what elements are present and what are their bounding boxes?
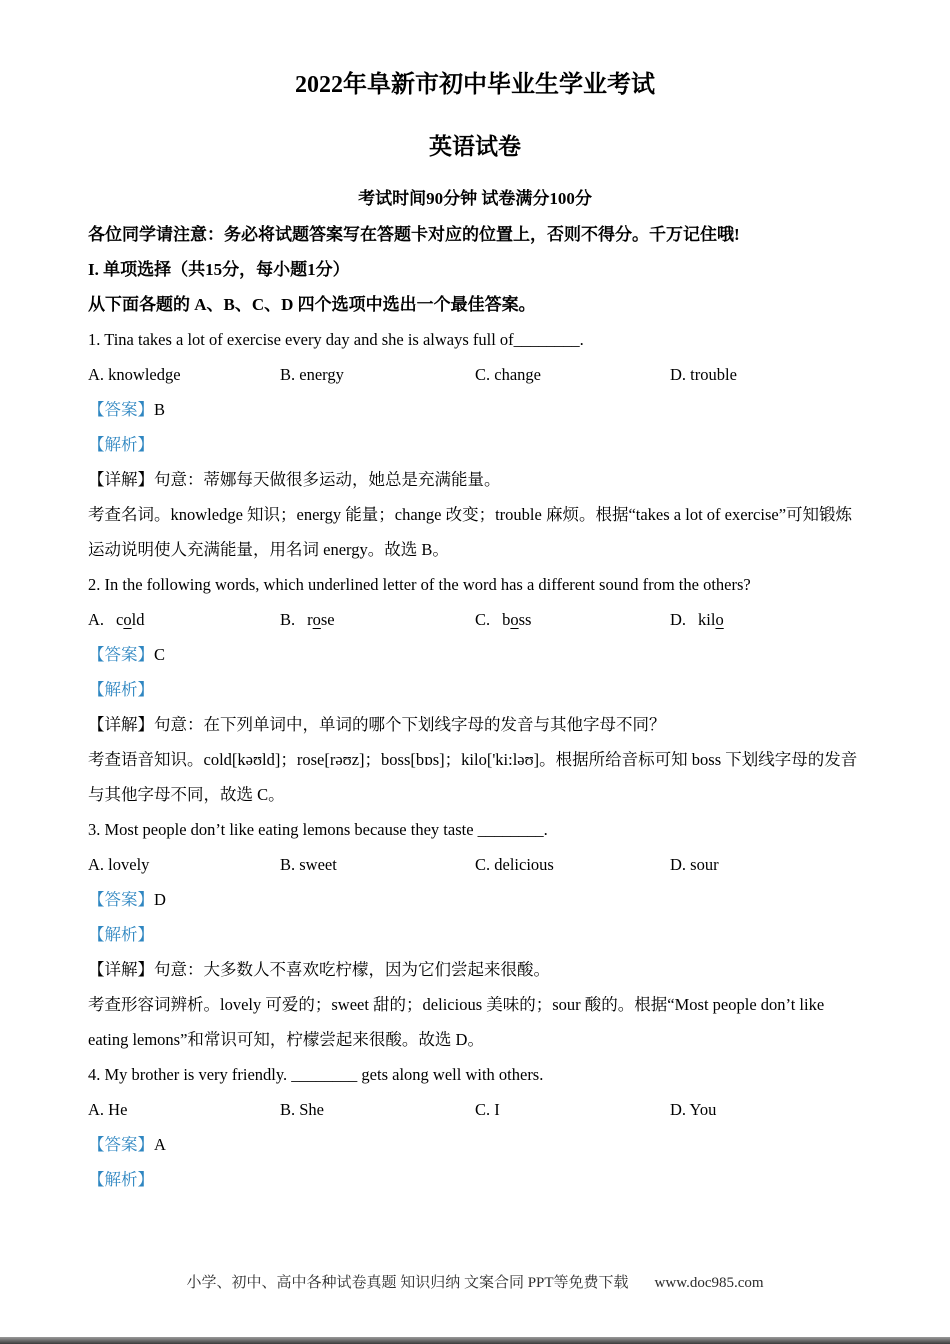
option-d: D. kilo <box>670 610 724 629</box>
page-bottom-edge <box>0 1337 950 1344</box>
analysis-label: 【解析】 <box>88 1170 154 1189</box>
answer-value: A <box>154 1135 166 1154</box>
analysis-label: 【解析】 <box>88 435 154 454</box>
option-c: C. change <box>475 365 541 384</box>
option-row <box>88 847 862 882</box>
notice: 各位同学请注意：务必将试题答案写在答题卡对应的位置上，否则不得分。千万记住哦! <box>88 225 740 244</box>
option-row <box>88 602 862 637</box>
exam-title: 2022年阜新市初中毕业生学业考试 <box>295 72 655 98</box>
answer-value: C <box>154 645 166 664</box>
exam-subtitle: 英语试卷 <box>429 134 521 159</box>
detail-label: 【详解】 <box>88 715 154 734</box>
option-b: B. energy <box>280 365 344 384</box>
option-row <box>88 357 862 392</box>
detail-line <box>88 952 862 987</box>
section-heading: I. 单项选择（共15分，每小题1分） <box>88 260 350 279</box>
detail-line <box>88 462 862 497</box>
detail-text: 句意：在下列单词中，单词的哪个下划线字母的发音与其他字母不同？ <box>154 715 666 734</box>
analysis-label: 【解析】 <box>88 680 154 699</box>
exam-info: 考试时间90分钟 试卷满分100分 <box>358 189 592 208</box>
option-d: D. trouble <box>670 365 737 384</box>
answer-line <box>88 392 862 427</box>
option-row <box>88 1092 862 1127</box>
option-c: C. delicious <box>475 855 554 874</box>
footer-url: www.doc985.com <box>654 1275 764 1291</box>
question-stem: 2. In the following words, which underlined letter of the word has a different sound from the others? <box>88 575 751 594</box>
question-stem: 4. My brother is very friendly. ________ gets along well with others. <box>88 1065 544 1084</box>
analysis-line <box>88 1162 862 1197</box>
answer-line <box>88 1127 862 1162</box>
answer-label: 【答案】 <box>88 1135 154 1154</box>
analysis-line <box>88 427 862 462</box>
option-b: B. sweet <box>280 855 337 874</box>
analysis-label: 【解析】 <box>88 925 154 944</box>
option-b: B. rose <box>280 610 335 629</box>
detail-text: 句意：蒂娜每天做很多运动，她总是充满能量。 <box>154 470 501 489</box>
explanation-line: 考查名词。knowledge 知识；energy 能量；change 改变；trouble 麻烦。根据“takes a lot of exercise”可知锻炼运动说明使人充满能量，用名词 energy。故选 B。 <box>88 505 853 559</box>
option-a: A. lovely <box>88 855 150 874</box>
answer-label: 【答案】 <box>88 890 154 909</box>
detail-label: 【详解】 <box>88 470 154 489</box>
question-stem: 1. Tina takes a lot of exercise every day and she is always full of________. <box>88 330 584 349</box>
option-d: D. You <box>670 1100 717 1119</box>
option-c: C. I <box>475 1100 500 1119</box>
answer-value: D <box>154 890 166 909</box>
detail-line <box>88 707 862 742</box>
question-stem: 3. Most people don’t like eating lemons because they taste ________. <box>88 820 548 839</box>
analysis-line <box>88 672 862 707</box>
detail-text: 句意：大多数人不喜欢吃柠檬，因为它们尝起来很酸。 <box>154 960 550 979</box>
answer-label: 【答案】 <box>88 400 154 419</box>
answer-value: B <box>154 400 166 419</box>
option-a: A. knowledge <box>88 365 181 384</box>
footer-text: 小学、初中、高中各种试卷真题 知识归纳 文案合同 PPT等免费下载 <box>186 1275 629 1291</box>
explanation-line: 考查语音知识。cold[kəʊld]；rose[rəʊz]；boss[bɒs]；kilo['ki:ləʊ]。根据所给音标可知 boss 下划线字母的发音与其他字母不同，故选 C。 <box>88 750 858 804</box>
footer <box>0 1271 950 1292</box>
option-d: D. sour <box>670 855 719 874</box>
option-b: B. She <box>280 1100 325 1119</box>
answer-line <box>88 637 862 672</box>
section-instruction: 从下面各题的 A、B、C、D 四个选项中选出一个最佳答案。 <box>88 295 536 314</box>
detail-label: 【详解】 <box>88 960 154 979</box>
analysis-line <box>88 917 862 952</box>
option-a: A. He <box>88 1100 128 1119</box>
explanation-line: 考查形容词辨析。lovely 可爱的；sweet 甜的；delicious 美味的；sour 酸的。根据“Most people don’t like eating lemons”和常识可知，柠檬尝起来很酸。故选 D。 <box>88 995 825 1049</box>
answer-line <box>88 882 862 917</box>
option-a: A. cold <box>88 610 145 629</box>
answer-label: 【答案】 <box>88 645 154 664</box>
option-c: C. boss <box>475 610 532 629</box>
